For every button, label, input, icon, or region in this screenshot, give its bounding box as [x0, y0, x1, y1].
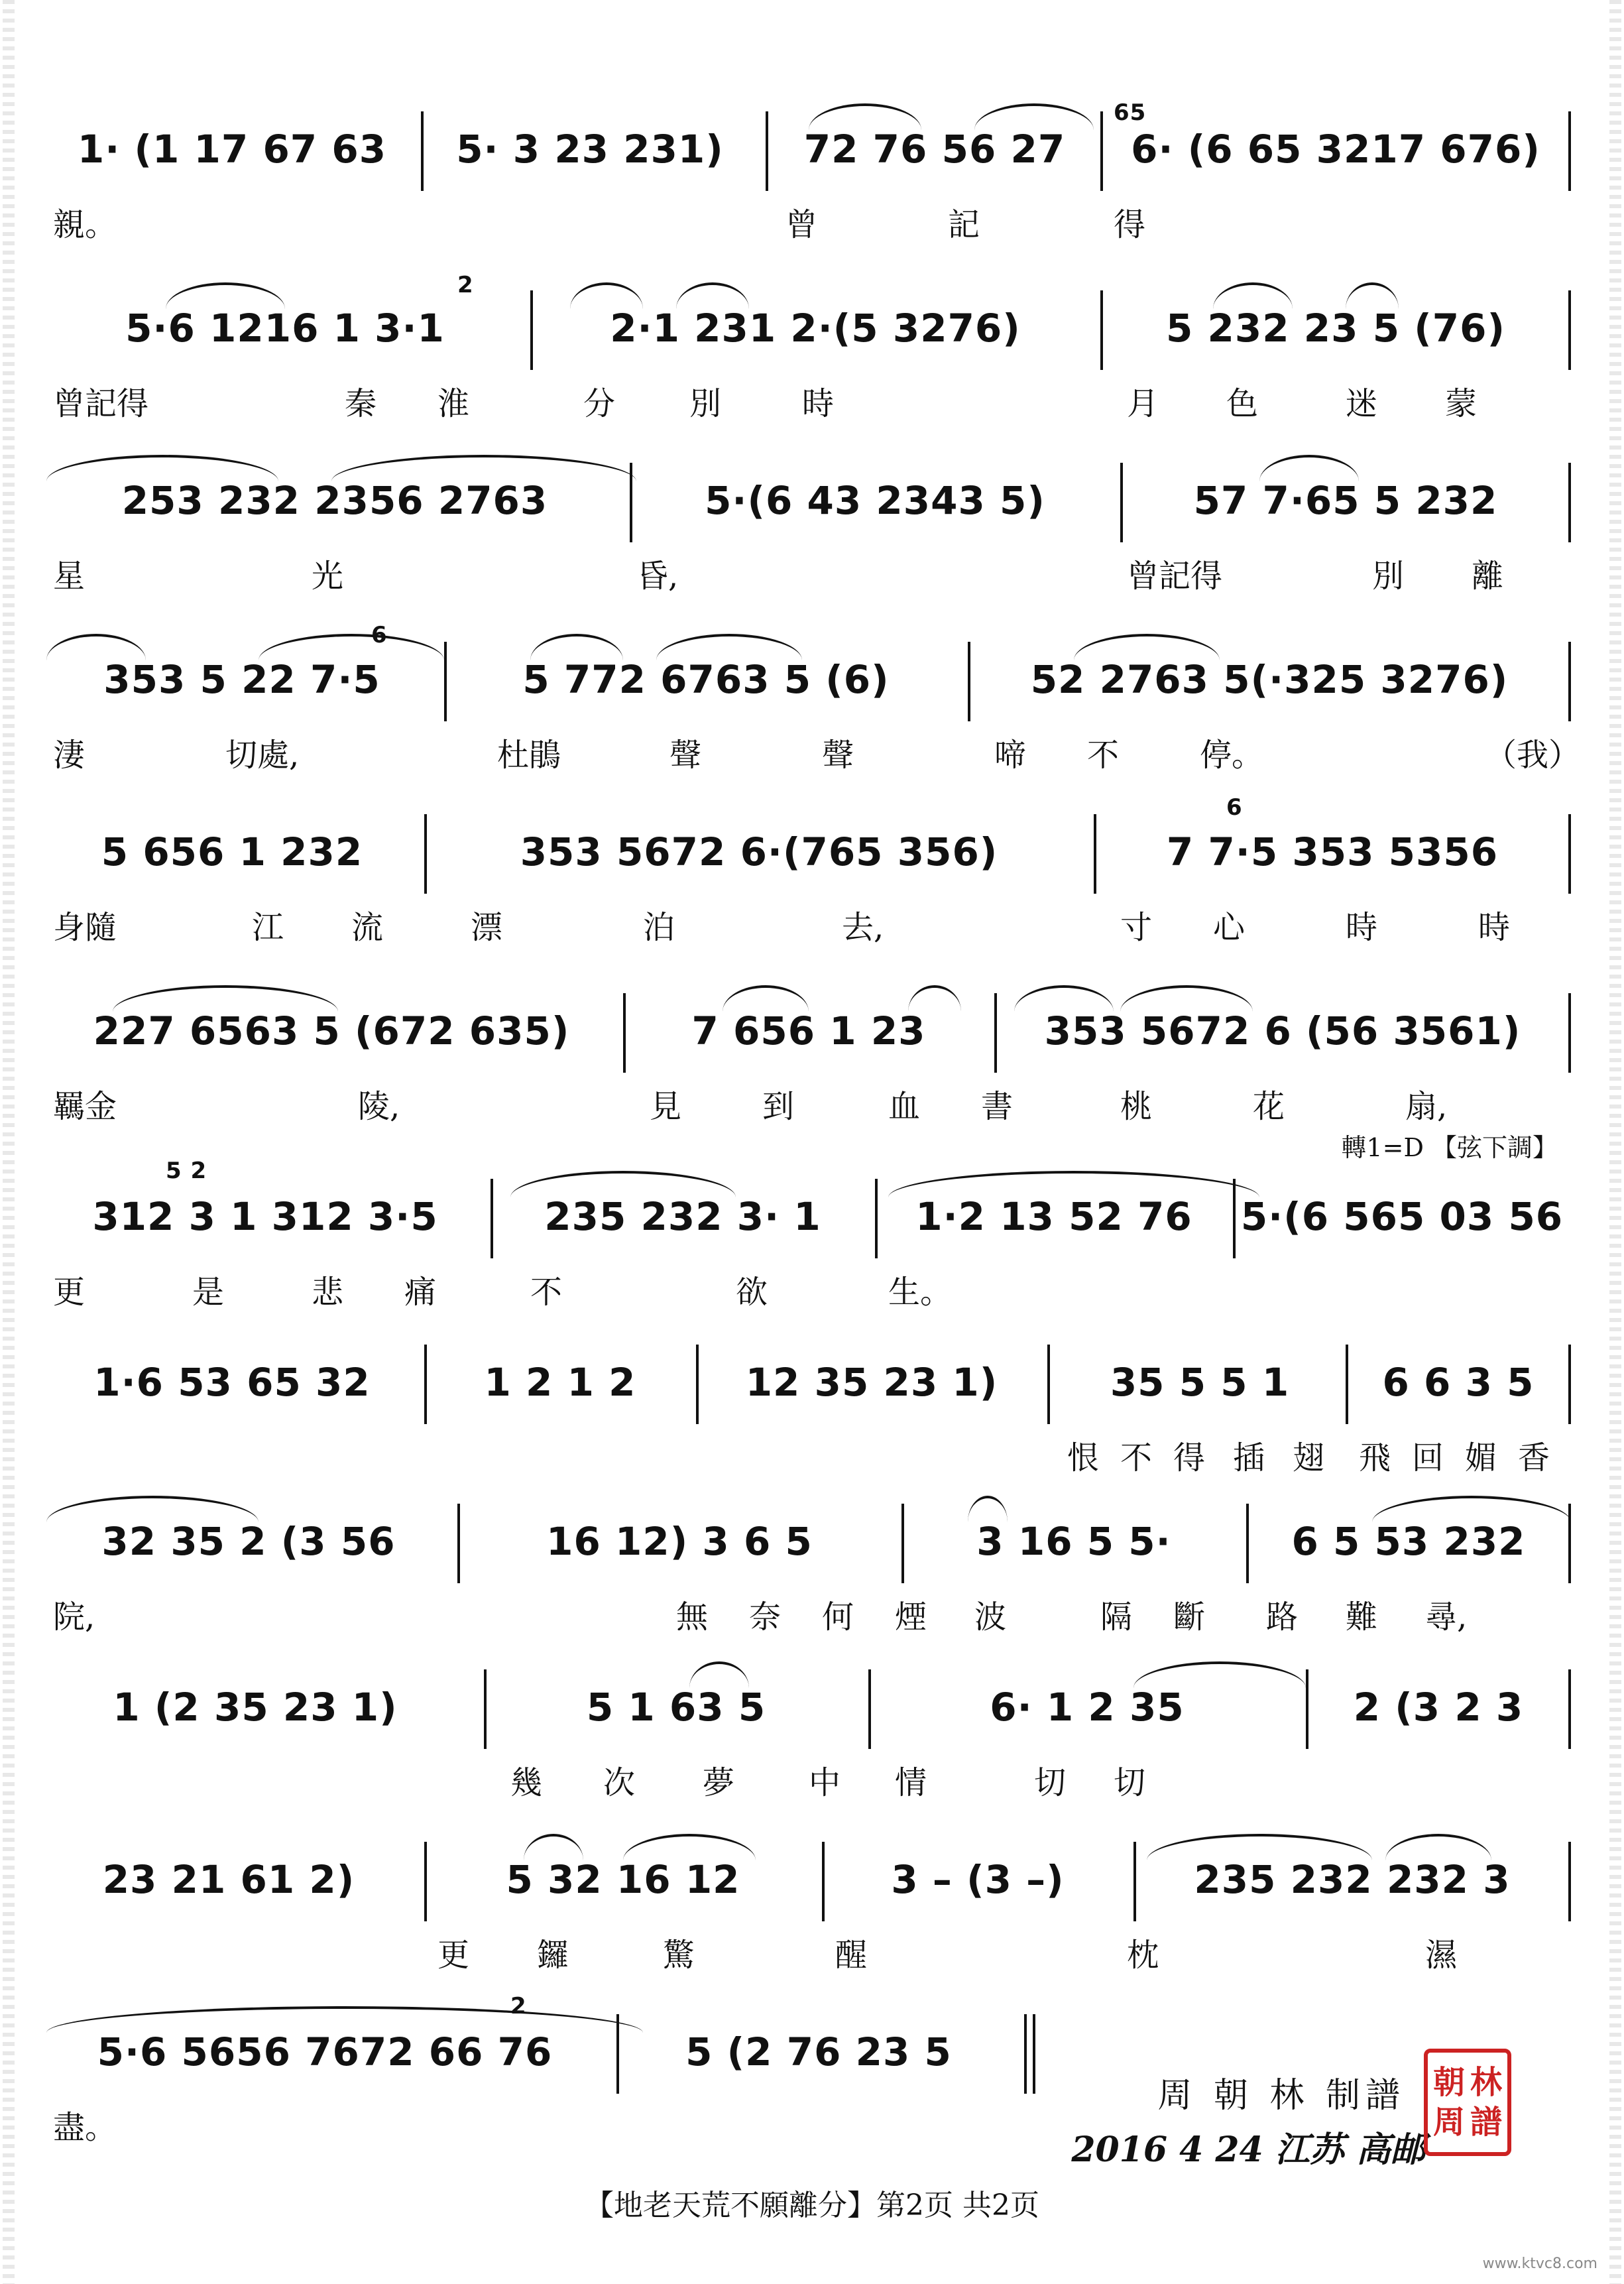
notes: 23 21 61 2) — [102, 1857, 355, 1902]
system-4 — [46, 622, 1581, 809]
lyric: 時 — [1478, 909, 1511, 946]
lyric: （我） — [1485, 737, 1581, 774]
barline — [484, 1669, 487, 1749]
lyrics-line — [46, 1081, 1578, 1134]
lyric: 何 — [822, 1598, 854, 1636]
lyric: 情 — [895, 1764, 927, 1801]
barline — [1346, 1345, 1348, 1424]
notes: 2 (3 2 3 — [1353, 1685, 1524, 1730]
lyric: 尋, — [1425, 1598, 1468, 1636]
barline — [1568, 1504, 1571, 1583]
lyrics-line — [46, 199, 1578, 252]
barline — [1568, 1842, 1571, 1921]
lyric: 煙 — [895, 1598, 927, 1636]
measure — [1100, 802, 1564, 902]
right-border-pattern — [1609, 0, 1621, 2284]
lyric: 濕 — [1425, 1937, 1458, 1974]
barline — [1568, 993, 1571, 1073]
notes: 1 2 1 2 — [484, 1360, 636, 1405]
barline — [1568, 1345, 1571, 1424]
lyric: 漂 — [471, 909, 503, 946]
measure — [46, 802, 418, 902]
barline — [616, 2014, 619, 2094]
lyric: 恨 — [1067, 1439, 1100, 1476]
barline — [1100, 290, 1103, 370]
page-footer: 【地老天荒不願離分】第2页 共2页 — [585, 2189, 1039, 2222]
notes: 2·1 231 2·(5 3276) — [610, 306, 1021, 351]
grace-notes: 6 — [1226, 794, 1243, 821]
measure — [431, 1333, 689, 1432]
lyric: 香 — [1518, 1439, 1550, 1476]
measure — [1140, 1830, 1564, 1929]
lyrics-line — [46, 1757, 1578, 1810]
notes: 353 5 22 7·5 — [103, 657, 380, 702]
notes: 235 232 232 3 — [1194, 1857, 1511, 1902]
measure — [537, 278, 1094, 378]
notes: 5 1 63 5 — [586, 1685, 766, 1730]
measure — [623, 2002, 1014, 2102]
barline — [1568, 290, 1571, 370]
barline — [1568, 111, 1571, 191]
measure — [46, 981, 616, 1081]
measure — [829, 1830, 1127, 1929]
notes: 57 7·65 5 232 — [1193, 478, 1498, 523]
lyric: 月 — [1127, 385, 1159, 422]
measure — [46, 1657, 464, 1757]
measure — [451, 630, 961, 729]
arrangement-date: 2016 4 24 江苏 高邮 — [1071, 2130, 1425, 2170]
lyric: 離 — [1472, 558, 1504, 595]
barline — [901, 1504, 904, 1583]
lyric: 時 — [802, 385, 835, 422]
lyrics-line — [46, 1432, 1578, 1485]
final-barline-thick — [1033, 2014, 1035, 2094]
notes: 5 232 23 5 (76) — [1166, 306, 1505, 351]
barline — [424, 1345, 427, 1424]
final-barline-thin — [1024, 2014, 1027, 2094]
barline — [1568, 642, 1571, 721]
measure — [46, 1333, 418, 1432]
grace-notes: 2 — [457, 272, 474, 298]
notes: 5·6 1216 1 3·1 — [125, 306, 445, 351]
barline — [1568, 463, 1571, 542]
notes: 5 656 1 232 — [101, 829, 363, 874]
barline — [1568, 1669, 1571, 1749]
lyric: 到 — [762, 1088, 795, 1125]
lyric: 鑼 — [537, 1937, 569, 1974]
measure — [875, 1657, 1299, 1757]
lyric: 回 — [1412, 1439, 1444, 1476]
lyric: 得 — [1173, 1439, 1206, 1476]
lyric: 更 — [53, 1274, 86, 1311]
notes: 6· 1 2 35 — [990, 1685, 1185, 1730]
lyric: 欲 — [736, 1274, 768, 1311]
notes: 6· (6 65 3217 676) — [1131, 127, 1540, 172]
lyric: 別 — [1372, 558, 1405, 595]
notes: 6 5 53 232 — [1291, 1519, 1526, 1564]
system-3 — [46, 451, 1578, 630]
system-5 — [46, 794, 1578, 981]
measure — [428, 99, 752, 199]
lyric: 聲 — [822, 737, 854, 774]
lyrics-line — [46, 378, 1578, 431]
lyrics-line — [46, 902, 1578, 955]
lyric: 血 — [888, 1088, 921, 1125]
lyric: 分 — [583, 385, 616, 422]
measure — [497, 1167, 868, 1266]
measure — [46, 2002, 603, 2102]
measure — [431, 802, 1087, 902]
lyric: 不 — [1087, 737, 1120, 774]
notes: 12 35 23 1) — [745, 1360, 998, 1405]
lyric: 中 — [809, 1764, 841, 1801]
lyric: 羈金 — [53, 1088, 117, 1125]
barline — [421, 111, 424, 191]
lyric: 奈 — [749, 1598, 782, 1636]
lyric: 不 — [530, 1274, 563, 1311]
measure — [464, 1492, 895, 1591]
notes: 227 6563 5 (672 635) — [93, 1008, 570, 1053]
seal-char: 周 — [1432, 2104, 1465, 2141]
lyric: 曾 — [785, 206, 818, 243]
lyrics-line — [46, 1929, 1578, 1982]
notes: 35 5 5 1 — [1110, 1360, 1290, 1405]
measure — [1107, 99, 1564, 199]
system-7 — [46, 1133, 1578, 1346]
lyric: 路 — [1266, 1598, 1299, 1636]
lyric: 生。 — [888, 1274, 953, 1311]
notes: 72 76 56 27 — [803, 127, 1066, 172]
lyric: 泊 — [643, 909, 675, 946]
seal-char: 林 — [1470, 2064, 1502, 2101]
measure — [1352, 1333, 1564, 1432]
barline — [1568, 814, 1571, 894]
notes: 312 3 1 312 3·5 — [92, 1194, 438, 1239]
arranger-credit: 周 朝 林 制譜 — [1157, 2076, 1405, 2116]
measure — [46, 278, 524, 378]
measure — [46, 1492, 451, 1591]
lyric: 波 — [974, 1598, 1007, 1636]
barline — [868, 1669, 871, 1749]
notes: 1 (2 35 23 1) — [113, 1685, 398, 1730]
lyric: 記 — [948, 206, 980, 243]
measure — [1001, 981, 1564, 1081]
notes: 353 5672 6·(765 356) — [520, 829, 998, 874]
notes: 7 656 1 23 — [691, 1008, 926, 1053]
lyric: 昏, — [636, 558, 679, 595]
left-border-pattern — [3, 0, 15, 2284]
lyric: 斷 — [1173, 1598, 1206, 1636]
lyric: 別 — [689, 385, 722, 422]
lyric: 親。 — [53, 206, 117, 243]
grace-notes: 6 — [371, 622, 388, 648]
measure — [772, 99, 1097, 199]
lyric: 時 — [1346, 909, 1378, 946]
seal-char: 朝 — [1432, 2064, 1465, 2101]
measure — [491, 1657, 862, 1757]
notes: 3 16 5 5· — [976, 1519, 1171, 1564]
notes: 1·6 53 65 32 — [93, 1360, 371, 1405]
notes: 235 232 3· 1 — [544, 1194, 821, 1239]
lyric: 江 — [252, 909, 284, 946]
lyric: 流 — [351, 909, 384, 946]
lyric: 醒 — [835, 1937, 868, 1974]
lyric: 蒙 — [1445, 385, 1478, 422]
barline — [424, 814, 427, 894]
system-11 — [46, 1830, 1578, 2009]
lyric: 切 — [1114, 1764, 1146, 1801]
lyric: 光 — [312, 558, 344, 595]
lyric: 無 — [676, 1598, 709, 1636]
measure — [1312, 1657, 1564, 1757]
lyric: 盡。 — [53, 2109, 117, 2146]
lyric: 得 — [1114, 206, 1146, 243]
lyric: 枕 — [1127, 1937, 1159, 1974]
notes: 6 6 3 5 — [1382, 1360, 1535, 1405]
lyric: 悲 — [312, 1274, 344, 1311]
barline — [1133, 1842, 1136, 1921]
lyric: 淮 — [437, 385, 470, 422]
barline — [696, 1345, 699, 1424]
notes: 353 5672 6 (56 3561) — [1044, 1008, 1521, 1053]
barline — [875, 1179, 878, 1258]
notes: 5 32 16 12 — [506, 1857, 740, 1902]
lyric: 是 — [192, 1274, 225, 1311]
barline — [822, 1842, 825, 1921]
measure — [46, 1167, 484, 1266]
lyric: 杜鵑 — [497, 737, 561, 774]
barline — [1100, 111, 1103, 191]
notes: 253 232 2356 2763 — [121, 478, 548, 523]
notes: 5·(6 43 2343 5) — [705, 478, 1045, 523]
lyric: 切 — [1034, 1764, 1067, 1801]
lyric: 心 — [1213, 909, 1246, 946]
lyric: 聲 — [669, 737, 702, 774]
barline — [1047, 1345, 1050, 1424]
lyric: 曾記得 — [1127, 558, 1223, 595]
barline — [623, 993, 626, 1073]
lyrics-line — [46, 1591, 1578, 1644]
lyric: 秦 — [345, 385, 377, 422]
lyric: 見 — [650, 1088, 682, 1125]
lyric: 媚 — [1465, 1439, 1497, 1476]
measure — [1240, 1167, 1564, 1266]
watermark: www.ktvc8.com — [1482, 2255, 1597, 2272]
lyric: 更 — [437, 1937, 470, 1974]
system-2 — [46, 272, 1578, 457]
barline — [1094, 814, 1096, 894]
lyric: 難 — [1346, 1598, 1378, 1636]
lyric: 院, — [53, 1598, 95, 1636]
lyric: 曾記得 — [53, 385, 149, 422]
lyric: 夢 — [703, 1764, 735, 1801]
measure — [1107, 278, 1564, 378]
lyrics-line — [46, 729, 1581, 782]
notes: 5·6 5656 7672 66 76 — [97, 2029, 553, 2074]
measure — [431, 1830, 815, 1929]
lyric: 飛 — [1359, 1439, 1391, 1476]
lyric: 停。 — [1200, 737, 1264, 774]
notes: 52 2763 5(·325 3276) — [1030, 657, 1509, 702]
grace-notes: 5 2 — [166, 1158, 207, 1184]
measure — [882, 1167, 1226, 1266]
barline — [530, 290, 533, 370]
score-sheet — [46, 0, 1581, 2284]
notes: 5· 3 23 231) — [456, 127, 724, 172]
lyric: 驚 — [663, 1937, 695, 1974]
measure — [1127, 451, 1564, 550]
seal-char: 譜 — [1470, 2104, 1502, 2141]
notes: 5 772 6763 5 (6) — [522, 657, 890, 702]
lyric: 身隨 — [53, 909, 117, 946]
barline — [630, 463, 632, 542]
notes: 7 7·5 353 5356 — [1166, 829, 1499, 874]
measure — [703, 1333, 1041, 1432]
measure — [636, 451, 1114, 550]
measure — [1054, 1333, 1346, 1432]
barline — [457, 1504, 460, 1583]
lyric: 去, — [842, 909, 884, 946]
lyric: 陵, — [358, 1088, 400, 1125]
lyric: 扇, — [1405, 1088, 1448, 1125]
lyric: 次 — [603, 1764, 636, 1801]
lyric: 不 — [1120, 1439, 1153, 1476]
barline — [1306, 1669, 1308, 1749]
lyric: 翅 — [1293, 1439, 1325, 1476]
grace-notes: 65 — [1114, 99, 1147, 126]
notes: 3 – (3 –) — [891, 1857, 1065, 1902]
key-change-annotation: 轉1=D 【弦下調】 — [1341, 1133, 1558, 1162]
barline — [1246, 1504, 1249, 1583]
measure — [46, 99, 418, 199]
barline — [1120, 463, 1123, 542]
lyric: 幾 — [510, 1764, 543, 1801]
measure — [630, 981, 988, 1081]
lyric: 迷 — [1346, 385, 1378, 422]
lyric: 書 — [981, 1088, 1014, 1125]
system-8 — [46, 1333, 1578, 1512]
barline — [994, 993, 997, 1073]
grace-notes: 2 — [510, 1993, 527, 2019]
measure — [46, 630, 437, 729]
lyric: 寸 — [1120, 909, 1153, 946]
notes: 5 (2 76 23 5 — [685, 2029, 952, 2074]
barline — [766, 111, 768, 191]
measure — [974, 630, 1564, 729]
measure — [1253, 1492, 1564, 1591]
notes: 32 35 2 (3 56 — [101, 1519, 396, 1564]
notes: 5·(6 565 03 56 — [1240, 1194, 1564, 1239]
red-seal-stamp — [1424, 2049, 1511, 2156]
system-10 — [46, 1657, 1578, 1836]
barline — [424, 1842, 427, 1921]
measure — [908, 1492, 1240, 1591]
system-1 — [46, 99, 1578, 278]
lyric: 桃 — [1120, 1088, 1153, 1125]
lyric: 隔 — [1100, 1598, 1133, 1636]
measure — [46, 1830, 411, 1929]
notes: 16 12) 3 6 5 — [546, 1519, 813, 1564]
lyric: 痛 — [404, 1274, 437, 1311]
lyric: 花 — [1253, 1088, 1285, 1125]
lyric: 啼 — [994, 737, 1027, 774]
lyric: 插 — [1233, 1439, 1265, 1476]
barline — [444, 642, 447, 721]
notes: 1· (1 17 67 63 — [77, 127, 387, 172]
lyric: 淒 — [53, 737, 86, 774]
notes: 1·2 13 52 76 — [915, 1194, 1192, 1239]
lyrics-line — [46, 1266, 1578, 1319]
lyric: 色 — [1226, 385, 1259, 422]
barline — [968, 642, 970, 721]
lyric: 星 — [53, 558, 86, 595]
system-9 — [46, 1492, 1578, 1671]
lyric: 切處, — [225, 737, 300, 774]
lyrics-line — [46, 550, 1578, 603]
barline — [1233, 1179, 1236, 1258]
measure — [46, 451, 623, 550]
barline — [491, 1179, 493, 1258]
